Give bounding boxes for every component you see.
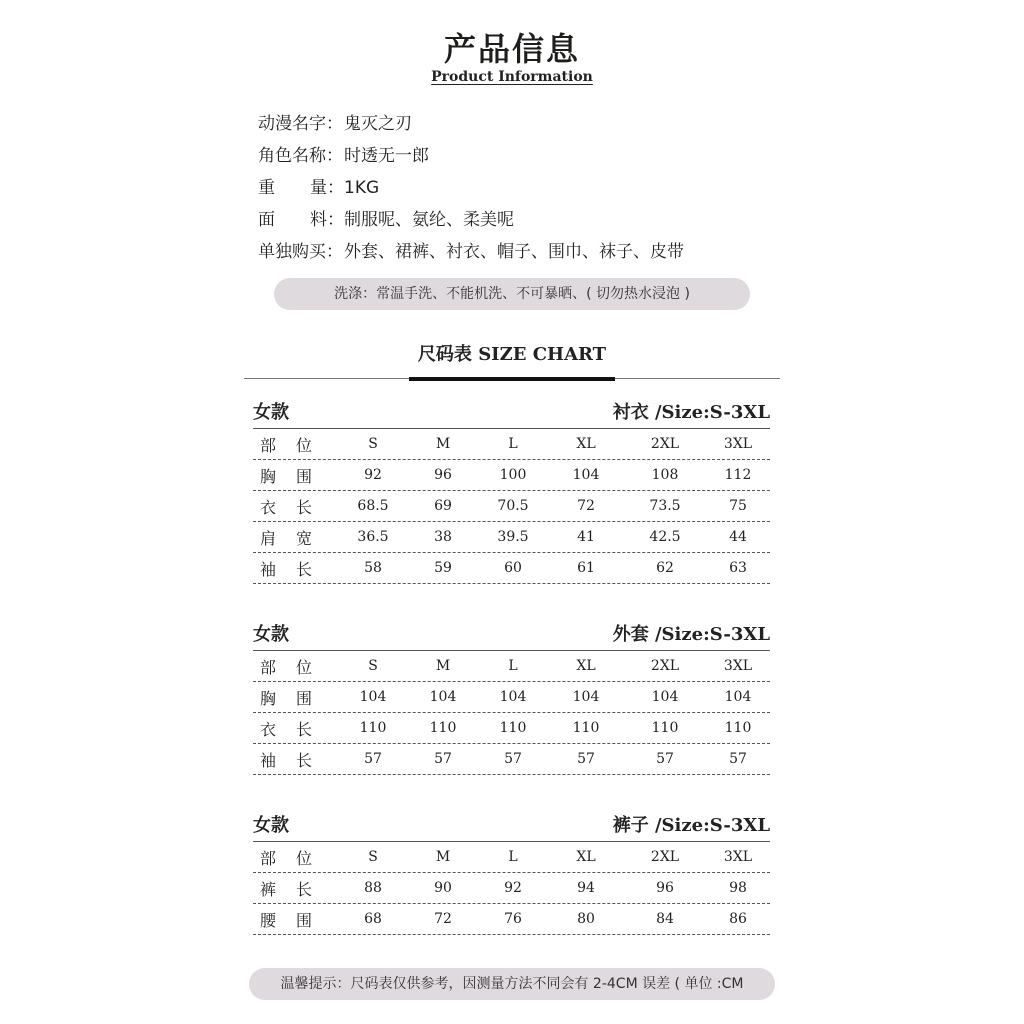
table-cell: 84	[656, 911, 674, 927]
table-cell: 3XL	[723, 436, 753, 452]
table-cell: L	[508, 436, 518, 452]
table-category: 裤子 /Size:S-3XL	[612, 815, 770, 836]
table-cell: 104	[359, 689, 387, 705]
row-label-char: 长	[296, 559, 313, 579]
divider-accent	[409, 377, 615, 381]
table-gender: 女款	[253, 624, 289, 645]
table-cell: 62	[656, 560, 674, 576]
table-cell: 3XL	[723, 849, 753, 865]
table-cell: S	[368, 849, 378, 865]
table-row	[253, 553, 770, 584]
table-cell: 92	[364, 467, 382, 483]
table-header-row	[253, 429, 770, 460]
row-label-char: 位	[296, 435, 313, 455]
table-cell: 44	[729, 529, 747, 545]
table-row	[253, 682, 770, 713]
table-row	[253, 491, 770, 522]
row-label-char: 长	[296, 719, 313, 739]
table-cell: 86	[729, 911, 747, 927]
table-cell: 104	[572, 467, 600, 483]
table-cell: 104	[572, 689, 600, 705]
table-cell: 110	[724, 720, 752, 736]
table-cell: L	[508, 658, 518, 674]
table-header-row	[253, 651, 770, 682]
info-label	[258, 176, 344, 200]
row-label-char: 胸	[260, 688, 277, 708]
row-label-char: 肩	[260, 528, 277, 548]
row-label-char: 位	[296, 848, 313, 868]
label-char: 量：	[310, 178, 344, 198]
row-label	[253, 748, 338, 771]
table-cell: 108	[651, 467, 679, 483]
table-cell: 104	[724, 689, 752, 705]
table-cell: 92	[504, 880, 522, 896]
table-cell: 80	[577, 911, 595, 927]
table-cell: 41	[577, 529, 595, 545]
table-cell: M	[435, 436, 451, 452]
table-cell: 98	[729, 880, 747, 896]
table-cell: XL	[576, 658, 596, 674]
table-cell: M	[435, 849, 451, 865]
table-cell: M	[435, 658, 451, 674]
row-label-char: 部	[260, 848, 277, 868]
info-row-separate	[258, 240, 684, 264]
table-cell: 110	[572, 720, 600, 736]
row-label-char: 长	[296, 497, 313, 517]
row-label-char: 胸	[260, 466, 277, 486]
info-value: 制服呢、氨纶、柔美呢	[344, 210, 514, 230]
row-label-char: 围	[296, 910, 313, 930]
table-cell: 100	[499, 467, 527, 483]
table-header-row	[253, 842, 770, 873]
table-cell: 110	[651, 720, 679, 736]
row-label-char: 裤	[260, 879, 277, 899]
row-label	[253, 464, 338, 487]
table-gender: 女款	[253, 815, 289, 836]
info-value: 时透无一郎	[344, 146, 429, 166]
table-cell: 96	[656, 880, 674, 896]
table-cell: 96	[434, 467, 452, 483]
table-cell: XL	[576, 436, 596, 452]
table-cell: 94	[577, 880, 595, 896]
label-char: 料：	[310, 210, 344, 230]
info-row-character	[258, 144, 429, 168]
label-char: 面	[258, 210, 275, 230]
table-cell: 72	[577, 498, 595, 514]
table-cell: 42.5	[649, 529, 681, 545]
row-label-char: 袖	[260, 750, 277, 770]
table-cell: 68	[364, 911, 382, 927]
table-cell: 57	[729, 751, 747, 767]
row-label	[253, 655, 338, 678]
table-cell: 2XL	[650, 436, 680, 452]
info-label: 动漫名字：	[258, 114, 343, 134]
row-label-char: 腰	[260, 910, 277, 930]
table-cell: 36.5	[357, 529, 389, 545]
row-label	[253, 557, 338, 580]
wash-note: 洗涤：常温手洗、不能机洗、不可暴晒、( 切勿热水浸泡 )	[274, 278, 750, 310]
size-table-coat	[253, 620, 770, 775]
row-label	[253, 846, 338, 869]
table-cell: XL	[576, 849, 596, 865]
table-cell: 112	[724, 467, 752, 483]
table-row	[253, 744, 770, 775]
table-cell: 104	[499, 689, 527, 705]
table-gender: 女款	[253, 402, 289, 423]
info-value: 1KG	[344, 178, 380, 198]
row-label-char: 围	[296, 466, 313, 486]
label-char: 重	[258, 178, 275, 198]
table-row	[253, 460, 770, 491]
table-cell: 110	[499, 720, 527, 736]
table-cell: 104	[651, 689, 679, 705]
table-cell: 110	[429, 720, 457, 736]
table-cell: 69	[434, 498, 452, 514]
row-label-char: 衣	[260, 497, 277, 517]
table-cell: 38	[434, 529, 452, 545]
table-cell: S	[368, 658, 378, 674]
table-cell: S	[368, 436, 378, 452]
row-label	[253, 877, 338, 900]
size-chart-title: 尺码表 SIZE CHART	[417, 344, 607, 365]
info-label: 单独购买：	[258, 242, 343, 262]
info-row-weight	[258, 176, 379, 200]
table-category: 衬衣 /Size:S-3XL	[612, 402, 770, 423]
table-cell: 88	[364, 880, 382, 896]
row-label-char: 部	[260, 657, 277, 677]
table-cell: 104	[429, 689, 457, 705]
table-cell: 2XL	[650, 849, 680, 865]
table-cell: 2XL	[650, 658, 680, 674]
row-label	[253, 433, 338, 456]
row-label-char: 长	[296, 750, 313, 770]
size-table-shirt	[253, 398, 770, 584]
subtitle-text: Product Information	[431, 69, 593, 85]
row-label-char: 部	[260, 435, 277, 455]
table-cell: 3XL	[723, 658, 753, 674]
size-table-pants	[253, 811, 770, 935]
table-cell: 60	[504, 560, 522, 576]
info-value: 外套、裙裤、衬衣、帽子、围巾、袜子、皮带	[344, 242, 684, 262]
table-cell: 76	[504, 911, 522, 927]
info-label: 角色名称：	[258, 146, 343, 166]
table-cell: 57	[364, 751, 382, 767]
table-cell: 90	[434, 880, 452, 896]
table-cell: 39.5	[497, 529, 529, 545]
table-heading	[253, 811, 770, 842]
row-label	[253, 526, 338, 549]
table-row	[253, 873, 770, 904]
row-label-char: 位	[296, 657, 313, 677]
info-label	[258, 208, 344, 232]
table-cell: 57	[656, 751, 674, 767]
row-label	[253, 686, 338, 709]
table-cell: L	[508, 849, 518, 865]
page-subtitle	[0, 69, 1024, 85]
table-cell: 58	[364, 560, 382, 576]
row-label-char: 长	[296, 879, 313, 899]
row-label-char: 袖	[260, 559, 277, 579]
table-cell: 72	[434, 911, 452, 927]
table-category: 外套 /Size:S-3XL	[612, 624, 770, 645]
table-cell: 59	[434, 560, 452, 576]
info-row-fabric	[258, 208, 514, 232]
table-cell: 61	[577, 560, 595, 576]
table-cell: 57	[434, 751, 452, 767]
table-heading	[253, 620, 770, 651]
row-label-char: 宽	[296, 528, 313, 548]
table-row	[253, 522, 770, 553]
row-label	[253, 908, 338, 931]
page-title: 产品信息	[443, 30, 580, 68]
table-row	[253, 713, 770, 744]
table-cell: 68.5	[357, 498, 389, 514]
table-cell: 57	[504, 751, 522, 767]
row-label-char: 衣	[260, 719, 277, 739]
row-label	[253, 717, 338, 740]
table-cell: 70.5	[497, 498, 529, 514]
table-cell: 75	[729, 498, 747, 514]
table-cell: 73.5	[649, 498, 681, 514]
table-cell: 110	[359, 720, 387, 736]
tip-note: 温馨提示：尺码表仅供参考，因测量方法不同会有 2-4CM 误差 ( 单位 :CM	[249, 968, 775, 1000]
info-value: 鬼灭之刃	[344, 114, 412, 134]
table-cell: 63	[729, 560, 747, 576]
table-row	[253, 904, 770, 935]
row-label	[253, 495, 338, 518]
table-cell: 57	[577, 751, 595, 767]
table-heading	[253, 398, 770, 429]
info-row-anime	[258, 112, 412, 136]
row-label-char: 围	[296, 688, 313, 708]
